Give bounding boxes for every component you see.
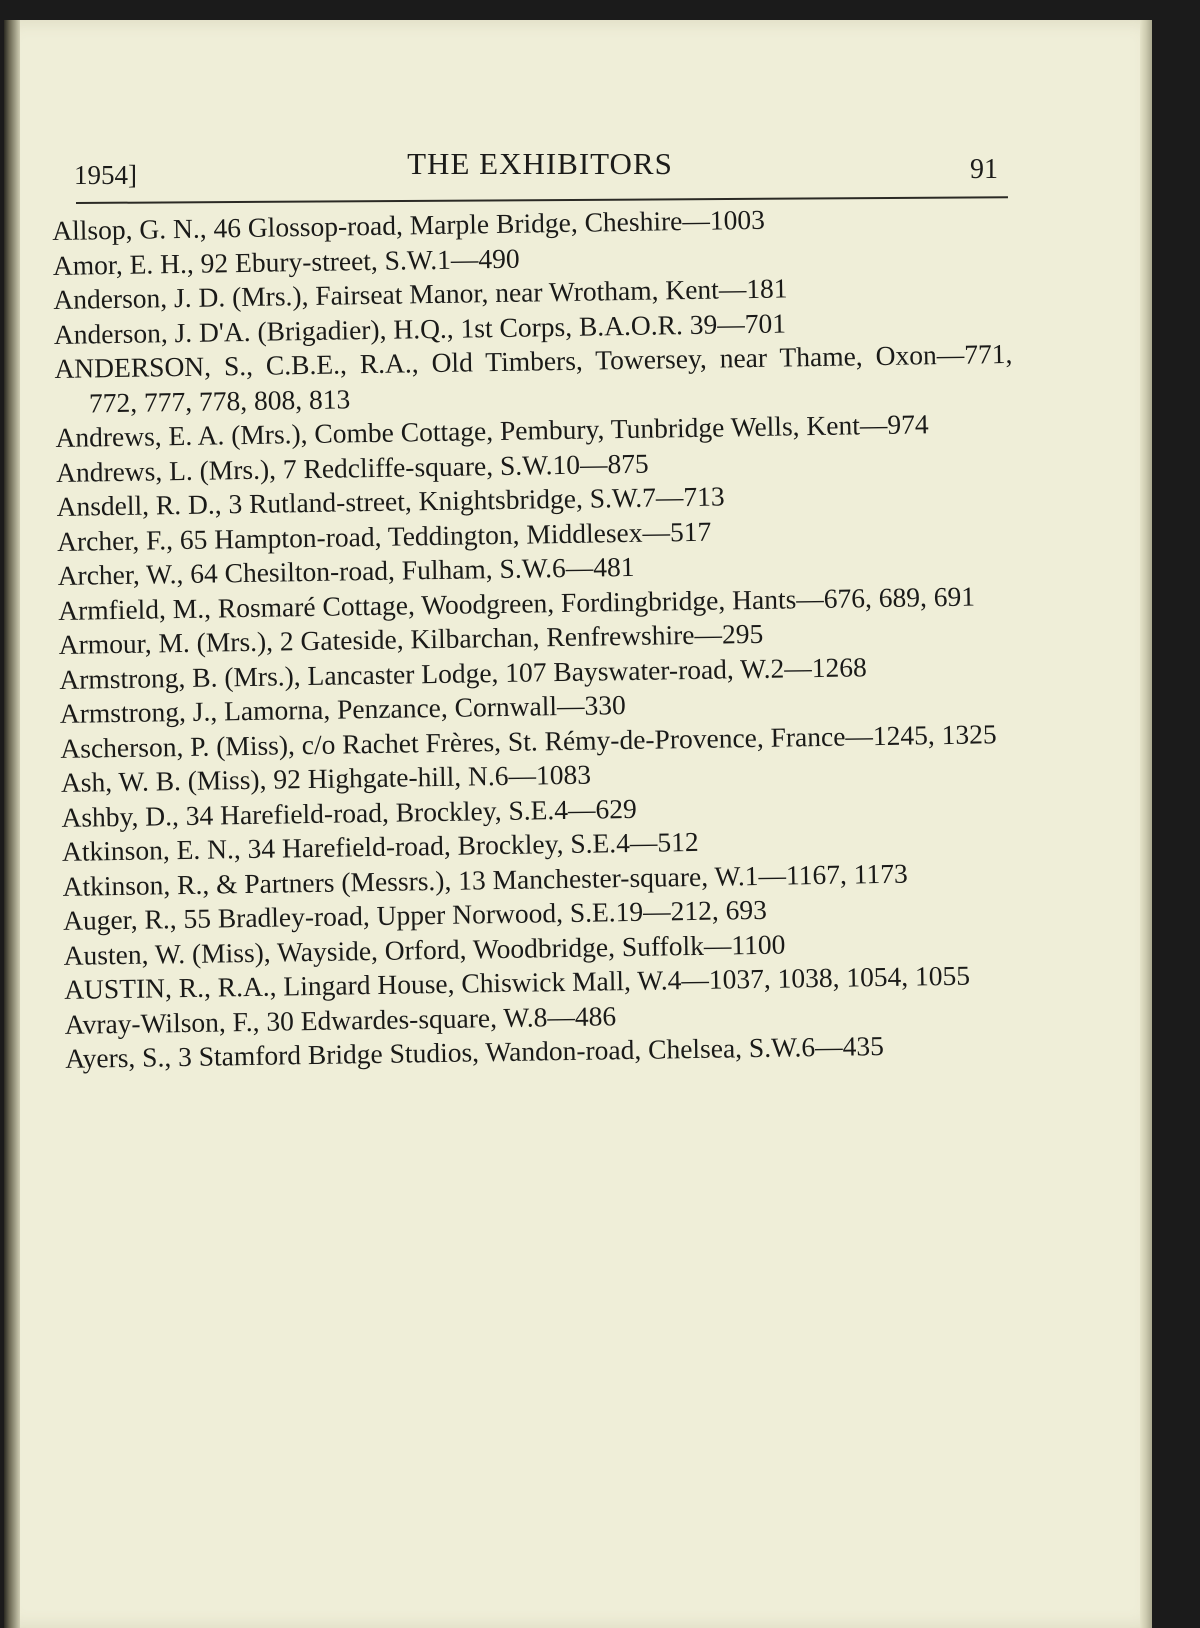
exhibitor-entry: Armour, M. (Mrs.), 2 Gateside, Kilbarchan, Renfrewshire—295 — [58, 617, 764, 660]
exhibitor-entry: Atkinson, R., & Partners (Messrs.), 13 Manchester-square, W.1—1167, 1173 — [62, 857, 908, 902]
exhibitor-entry: Armstrong, B. (Mrs.), Lancaster Lodge, 107 Bayswater-road, W.2—1268 — [59, 650, 867, 695]
exhibitor-entry: ANDERSON, S., C.B.E., R.A., Old Timbers, Towersey, near Thame, Oxon—771, 772, 777, 778, 808, 813 — [54, 337, 1013, 418]
exhibitor-entry: Archer, F., 65 Hampton-road, Teddington, Middlesex—517 — [56, 515, 712, 557]
exhibitor-entry: AUSTIN, R., R.A., Lingard House, Chiswick Mall, W.4—1037, 1038, 1054, 1055 — [63, 959, 971, 1005]
page-edge — [1140, 20, 1152, 1628]
exhibitor-entry: Armfield, M., Rosmaré Cottage, Woodgreen, Fordingbridge, Hants—676, 689, 691 — [57, 580, 976, 626]
running-header — [74, 146, 1006, 196]
exhibitor-entry: Armstrong, J., Lamorna, Penzance, Cornwall—330 — [59, 689, 626, 729]
exhibitor-list — [52, 199, 1023, 1076]
exhibitor-entry: Allsop, G. N., 46 Glossop-road, Marple Bridge, Cheshire—1003 — [52, 203, 766, 246]
exhibitor-entry: Austen, W. (Miss), Wayside, Orford, Woodbridge, Suffolk—1100 — [63, 928, 786, 971]
header-year: 1954] — [74, 160, 137, 190]
exhibitor-entry: Ayers, S., 3 Stamford Bridge Studios, Wandon-road, Chelsea, S.W.6—435 — [65, 1030, 885, 1074]
page-number: 91 — [970, 154, 998, 185]
book-page — [4, 20, 1152, 1628]
exhibitor-entry: Auger, R., 55 Bradley-road, Upper Norwood, S.E.19—212, 693 — [62, 893, 768, 936]
exhibitor-entry: Anderson, J. D'A. (Brigadier), H.Q., 1st Corps, B.A.O.R. 39—701 — [53, 306, 787, 350]
exhibitor-entry: Ash, W. B. (Miss), 92 Highgate-hill, N.6—1083 — [60, 758, 592, 798]
exhibitor-entry: Ansdell, R. D., 3 Rutland-street, Knightsbridge, S.W.7—713 — [56, 480, 725, 522]
exhibitor-entry: Anderson, J. D. (Mrs.), Fairseat Manor, near Wrotham, Kent—181 — [53, 272, 788, 315]
page-title: THE EXHIBITORS — [407, 146, 673, 181]
exhibitor-entry: Amor, E. H., 92 Ebury-street, S.W.1—490 — [52, 242, 520, 281]
book-spine-shadow — [4, 20, 20, 1628]
exhibitor-entry: Andrews, L. (Mrs.), 7 Redcliffe-square, S.W.10—875 — [55, 447, 649, 488]
exhibitor-entry: Andrews, E. A. (Mrs.), Combe Cottage, Pembury, Tunbridge Wells, Kent—974 — [55, 408, 929, 453]
exhibitor-entry: Ashby, D., 34 Harefield-road, Brockley, S.E.4—629 — [61, 792, 637, 833]
exhibitor-entry: Atkinson, E. N., 34 Harefield-road, Brockley, S.E.4—512 — [61, 825, 699, 867]
exhibitor-entry: Avray-Wilson, F., 30 Edwardes-square, W.8—486 — [64, 999, 617, 1040]
exhibitor-entry: Ascherson, P. (Miss), c/o Rachet Frères, St. Rémy-de-Provence, France—1245, 1325 — [60, 717, 997, 764]
exhibitor-entry: Archer, W., 64 Chesilton-road, Fulham, S.W.6—481 — [57, 550, 635, 591]
